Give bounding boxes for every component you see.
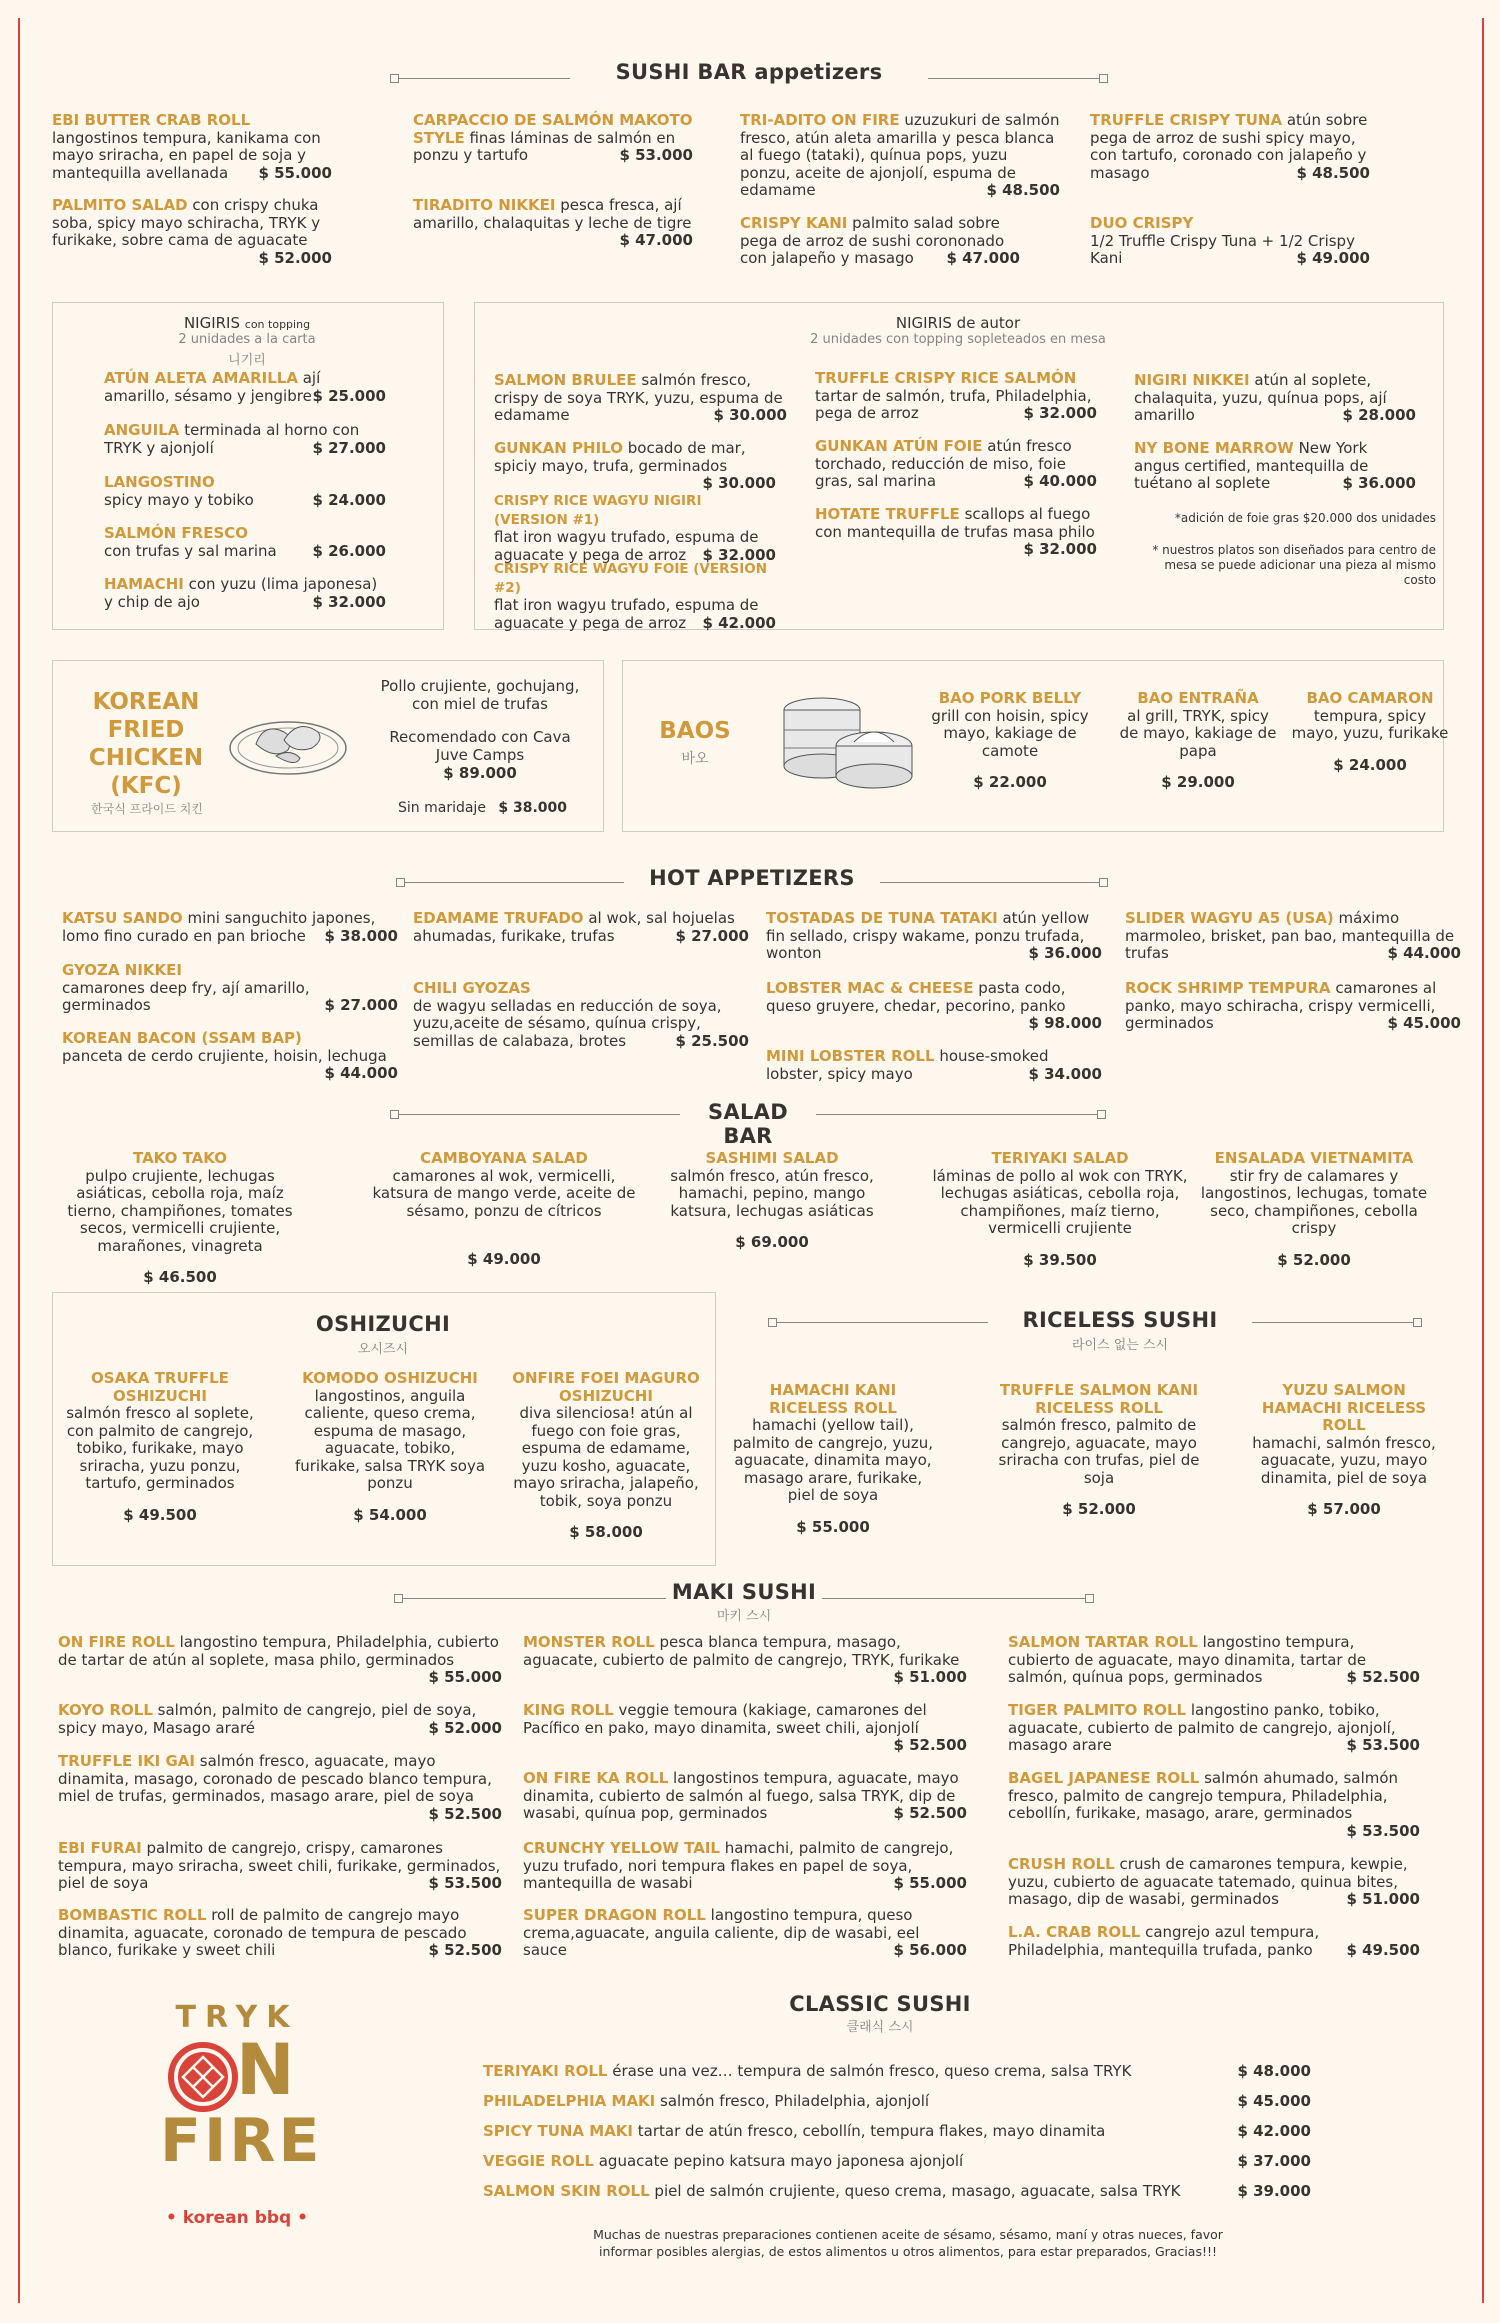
menu-item: EDAMAME TRUFADO al wok, sal hojuelas ahumadas, furikake, trufas $ 27.000 <box>413 909 749 945</box>
menu-item: TOSTADAS DE TUNA TATAKI atún yellow fin sellado, crispy wakame, ponzu trufada, wonton $ 36.000 <box>766 909 1102 962</box>
oshizuchi-item: ONFIRE FOEI MAGURO OSHIZUCHI diva silenciosa! atún al fuego con foie gras, espuma de edamame, yuzu kosho, aguacate, mayo sriracha, jalapeño, tobik, soya ponzu $ 58.000 <box>512 1369 700 1541</box>
menu-item: SALMÓN FRESCO con trufas y sal marina $ 26.000 <box>104 524 386 560</box>
kfc-korean: 한국식 프라이드 치킨 <box>91 802 203 816</box>
menu-item: CRUNCHY YELLOW TAIL hamachi, palmito de cangrejo, yuzu trufado, nori tempura flakes en papel de soya, mantequilla de wasabi $ 55.000 <box>523 1839 967 1892</box>
nigiris-korean: 니기리 <box>228 353 266 368</box>
section-title-salad: SALAD BAR <box>708 1100 788 1148</box>
menu-item: CRISPY KANI palmito salad sobre pega de arroz de sushi corononado con jalapeño y masago $ 47.000 <box>740 214 1020 267</box>
menu-item: ON FIRE ROLL langostino tempura, Philadelphia, cubierto de tartar de atún al soplete, masa philo, germinados $ 55.000 <box>58 1633 502 1686</box>
section-title-hot: HOT APPETIZERS <box>649 866 855 890</box>
menu-item: LOBSTER MAC & CHEESE pasta codo, queso gruyere, chedar, pecorino, panko $ 98.000 <box>766 979 1102 1032</box>
divider <box>392 78 570 79</box>
salad-item: TERIYAKI SALAD láminas de pollo al wok con TRYK, lechugas asiáticas, cebolla roja, champiñones, maíz tierno, vermicelli crujiente $ 39.500 <box>932 1149 1188 1269</box>
menu-item: NY BONE MARROW New York angus certified, mantequilla de tuétano al soplete $ 36.000 <box>1134 439 1416 492</box>
bao-item: BAO ENTRAÑA al grill, TRYK, spicy de mayo, kakiage de papa $ 29.000 <box>1119 689 1277 791</box>
allergy-note: Muchas de nuestras preparaciones contienen aceite de sésamo, sésamo, maní y otras nueces, favor informar posibles alergias, de estos alimentos u otros alimentos, para estar preparados, Gracias!!! <box>593 2227 1223 2259</box>
menu-item: KOREAN BACON (SSAM BAP) panceta de cerdo crujiente, hoisin, lechuga $ 44.000 <box>62 1029 398 1082</box>
menu-item: CHILI GYOZAS de wagyu selladas en reducción de soya, yuzu,aceite de sésamo, quínua crispy, semillas de calabaza, brotes $ 25.500 <box>413 979 749 1050</box>
foie-note: *adición de foie gras $20.000 dos unidades <box>1174 511 1436 525</box>
classic-item: VEGGIE ROLL aguacate pepino katsura mayo japonesa ajonjolí $ 37.000 <box>483 2152 1311 2170</box>
menu-item: CARPACCIO DE SALMÓN MAKOTO STYLE finas láminas de salmón en ponzu y tartufo $ 53.000 <box>413 111 693 164</box>
logo-top: TRYK <box>175 2000 299 2035</box>
riceless-korean: 라이스 없는 스시 <box>1071 1338 1169 1353</box>
oshizuchi-korean: 오시즈시 <box>357 1342 409 1357</box>
menu-item: ON FIRE KA ROLL langostinos tempura, aguacate, mayo dinamita, cubierto de salmón al fuego, salsa TRYK, dip de wasabi, quínua pop, germinados $ 52.500 <box>523 1769 967 1822</box>
menu-item: TRUFFLE CRISPY RICE SALMÓN tartar de salmón, trufa, Philadelphia, pega de arroz $ 32.000 <box>815 369 1097 422</box>
menu-item: SLIDER WAGYU A5 (USA) máximo marmoleo, brisket, pan bao, mantequilla de trufas $ 44.000 <box>1125 909 1461 962</box>
riceless-item: HAMACHI KANI RICELESS ROLL hamachi (yellow tail), palmito de cangrejo, yuzu, aguacate, dinamita mayo, masago arare, furikake, piel de soya $ 55.000 <box>733 1381 933 1536</box>
menu-item: TRUFFLE CRISPY TUNA atún sobre pega de arroz de sushi spicy mayo, con tartufo, coronado con jalapeño y masago $ 48.500 <box>1090 111 1370 182</box>
riceless-item: YUZU SALMON HAMACHI RICELESS ROLL hamachi, salmón fresco, aguacate, yuzu, mayo dinamita, piel de soya $ 57.000 <box>1252 1381 1436 1518</box>
nigiris-autor-title: NIGIRIS de autor <box>895 314 1021 332</box>
section-title-classic: CLASSIC SUSHI <box>789 1992 971 2016</box>
kfc-desc: Pollo crujiente, gochujang, con miel de trufas <box>380 677 580 713</box>
menu-item: TIGER PALMITO ROLL langostino panko, tobiko, aguacate, cubierto de palmito de cangrejo, ajonjolí, masago arare $ 53.500 <box>1008 1701 1420 1754</box>
menu-item: SALMON TARTAR ROLL langostino tempura, cubierto de aguacate, mayo dinamita, tartar de salmón, quínua pops, germinados $ 52.500 <box>1008 1633 1420 1686</box>
classic-item: SALMON SKIN ROLL piel de salmón crujiente, queso crema, masago, aguacate, salsa TRYK $ 39.000 <box>483 2182 1311 2200</box>
section-title-maki: MAKI SUSHI <box>671 1580 817 1604</box>
divider <box>396 1598 666 1599</box>
menu-item: PALMITO SALAD con crispy chuka soba, spicy mayo schiracha, TRYK y furikake, sobre cama de aguacate $ 52.000 <box>52 196 332 267</box>
menu-item: GYOZA NIKKEI camarones deep fry, ají amarillo, germinados $ 27.000 <box>62 961 398 1014</box>
divider <box>880 882 1106 883</box>
center-note: * nuestros platos son diseñados para centro de mesa se puede adicionar una pieza al mismo costo <box>1152 543 1436 587</box>
nigiris-autor-subtitle: 2 unidades con topping sopleteados en mesa <box>810 332 1106 347</box>
menu-item: EBI FURAI palmito de cangrejo, crispy, camarones tempura, mayo sriracha, sweet chili, furikake, germinados, piel de soya $ 53.500 <box>58 1839 502 1892</box>
menu-item: SALMON BRULEE salmón fresco, crispy de soya TRYK, yuzu, espuma de edamame $ 30.000 <box>494 371 787 424</box>
kfc-price: $ 89.000 <box>443 764 517 782</box>
menu-item: CRISPY RICE WAGYU FOIE (VERSION #2) flat iron wagyu trufado, espuma de aguacate y pega de arroz $ 42.000 <box>494 561 776 632</box>
divider <box>398 882 624 883</box>
classic-item: PHILADELPHIA MAKI salmón fresco, Philadelphia, ajonjolí $ 45.000 <box>483 2092 1311 2110</box>
salad-item: CAMBOYANA SALAD camarones al wok, vermicelli, katsura de mango verde, aceite de sésamo, ponzu de cítricos $ 49.000 <box>372 1149 636 1268</box>
fried-chicken-icon <box>226 700 350 780</box>
classic-korean: 클래식 스시 <box>846 2020 914 2035</box>
divider <box>816 1114 1104 1115</box>
salad-item: SASHIMI SALAD salmón fresco, atún fresco, hamachi, pepino, mango katsura, lechugas asiáticas $ 69.000 <box>670 1149 874 1251</box>
maki-korean: 마키 스시 <box>716 1609 772 1624</box>
logo-bottom: • korean bbq • <box>165 2208 309 2228</box>
divider <box>1252 1322 1420 1323</box>
section-title-riceless: RICELESS SUSHI <box>1022 1308 1218 1332</box>
bao-item: BAO PORK BELLY grill con hoisin, spicy mayo, kakiage de camote $ 22.000 <box>931 689 1089 791</box>
menu-item: ATÚN ALETA AMARILLA ají amarillo, sésamo y jengibre $ 25.000 <box>104 369 386 405</box>
baos-korean: 바오 <box>681 751 709 767</box>
divider <box>770 1322 988 1323</box>
bao-item: BAO CAMARON tempura, spicy mayo, yuzu, furikake $ 24.000 <box>1291 689 1449 774</box>
menu-item: TIRADITO NIKKEI pesca fresca, ají amarillo, chalaquitas y leche de tigre $ 47.000 <box>413 196 693 249</box>
menu-item: EBI BUTTER CRAB ROLL langostinos tempura, kanikama con mayo sriracha, en papel de soja y mantequilla avellanada $ 55.000 <box>52 111 332 182</box>
menu-item: LANGOSTINO spicy mayo y tobiko $ 24.000 <box>104 473 386 509</box>
menu-item: ROCK SHRIMP TEMPURA camarones al panko, mayo schiracha, crispy vermicelli, germinados $ 45.000 <box>1125 979 1461 1032</box>
menu-item: DUO CRISPY 1/2 Truffle Crispy Tuna + 1/2 Crispy Kani $ 49.000 <box>1090 214 1370 267</box>
menu-item: TRUFFLE IKI GAI salmón fresco, aguacate, mayo dinamita, masago, coronado de pescado blanco tempura, miel de trufas, germinados, masago arare, piel de soya $ 52.500 <box>58 1752 502 1823</box>
menu-item: CRISPY RICE WAGYU NIGIRI (VERSION #1) flat iron wagyu trufado, espuma de aguacate y pega de arroz $ 32.000 <box>494 493 776 564</box>
kfc-recommendation: Recomendado con Cava Juve Camps <box>389 728 571 764</box>
menu-item: KING ROLL veggie temoura (kakiage, camarones del Pacífico en pako, mayo dinamita, sweet chili, ajonjolí $ 52.500 <box>523 1701 967 1754</box>
kfc-sin-maridaje: Sin maridaje $ 38.000 <box>398 800 568 816</box>
nigiris-subtitle: 2 unidades a la carta <box>178 332 316 347</box>
bamboo-steamer-icon <box>778 690 916 796</box>
logo-lattice-icon <box>168 2042 238 2112</box>
menu-item: MINI LOBSTER ROLL house-smoked lobster, spicy mayo $ 34.000 <box>766 1047 1102 1083</box>
menu-item: HAMACHI con yuzu (lima japonesa) y chip de ajo $ 32.000 <box>104 575 386 611</box>
section-title-sushi-bar: SUSHI BAR appetizers <box>615 60 883 84</box>
logo-fire: FIRE <box>160 2106 323 2176</box>
menu-item: CRUSH ROLL crush de camarones tempura, kewpie, yuzu, cubierto de aguacate tatemado, quinua bites, masago, dip de wasabi, germinados $ 51.000 <box>1008 1855 1420 1908</box>
riceless-item: TRUFFLE SALMON KANI RICELESS ROLL salmón fresco, palmito de cangrejo, aguacate, mayo sriracha con trufas, piel de soja $ 52.000 <box>998 1381 1200 1518</box>
menu-item: NIGIRI NIKKEI atún al soplete, chalaquita, yuzu, quínua pops, ají amarillo $ 28.000 <box>1134 371 1416 424</box>
kfc-title: KOREAN FRIED CHICKEN (KFC) <box>88 689 204 799</box>
classic-item: SPICY TUNA MAKI tartar de atún fresco, cebollín, tempura flakes, mayo dinamita $ 42.000 <box>483 2122 1311 2140</box>
menu-item: ANGUILA terminada al horno con TRYK y ajonjolí $ 27.000 <box>104 421 386 457</box>
baos-title: BAOS <box>659 718 731 744</box>
menu-item: HOTATE TRUFFLE scallops al fuego con mantequilla de trufas masa philo $ 32.000 <box>815 505 1097 558</box>
oshizuchi-item: OSAKA TRUFFLE OSHIZUCHI salmón fresco al soplete, con palmito de cangrejo, tobiko, furikake, mayo sriracha, yuzu ponzu, tartufo, germinados $ 49.500 <box>66 1369 254 1524</box>
menu-item: SUPER DRAGON ROLL langostino tempura, queso crema,aguacate, anguila caliente, dip de wasabi, eel sauce $ 56.000 <box>523 1906 967 1959</box>
nigiris-title: NIGIRIS con topping <box>183 314 311 332</box>
menu-item: BOMBASTIC ROLL roll de palmito de cangrejo mayo dinamita, aguacate, coronado de tempura de pescado blanco, furikake y sweet chili $ 52.500 <box>58 1906 502 1959</box>
oshizuchi-item: KOMODO OSHIZUCHI langostinos, anguila caliente, queso crema, espuma de masago, aguacate, tobiko, furikake, salsa TRYK soya ponzu $ 54.000 <box>294 1369 486 1524</box>
divider <box>822 1598 1092 1599</box>
menu-item: GUNKAN ATÚN FOIE atún fresco torchado, reducción de miso, foie gras, sal marina $ 40.000 <box>815 437 1097 490</box>
classic-item: TERIYAKI ROLL érase una vez… tempura de salmón fresco, queso crema, salsa TRYK $ 48.000 <box>483 2062 1311 2080</box>
menu-item: BAGEL JAPANESE ROLL salmón ahumado, salmón fresco, palmito de cangrejo tempura, Philadelphia, cebollín, furikake, masago, arare, germinados $ 53.500 <box>1008 1769 1420 1840</box>
menu-item: MONSTER ROLL pesca blanca tempura, masago, aguacate, cubierto de palmito de cangrejo, TRYK, furikake $ 51.000 <box>523 1633 967 1686</box>
salad-item: TAKO TAKO pulpo crujiente, lechugas asiáticas, cebolla roja, maíz tierno, champiñones, tomates secos, vermicelli crujiente, marañones, vinagreta $ 46.500 <box>67 1149 293 1286</box>
salad-item: ENSALADA VIETNAMITA stir fry de calamares y langostinos, lechugas, tomate seco, champiñones, cebolla crispy $ 52.000 <box>1200 1149 1428 1269</box>
menu-item: L.A. CRAB ROLL cangrejo azul tempura, Philadelphia, mantequilla trufada, panko $ 49.500 <box>1008 1923 1420 1959</box>
divider <box>392 1114 680 1115</box>
menu-item: KOYO ROLL salmón, palmito de cangrejo, piel de soya, spicy mayo, Masago araré $ 52.000 <box>58 1701 502 1737</box>
menu-item: GUNKAN PHILO bocado de mar, spiciy mayo, trufa, germinados $ 30.000 <box>494 439 776 492</box>
logo-n: N <box>236 2029 295 2111</box>
menu-item: KATSU SANDO mini sanguchito japones, lomo fino curado en pan brioche $ 38.000 <box>62 909 398 945</box>
section-title-oshizuchi: OSHIZUCHI <box>315 1312 451 1336</box>
divider <box>928 78 1106 79</box>
menu-item: TRI-ADITO ON FIRE uzuzukuri de salmón fresco, atún aleta amarilla y pesca blanca al fuego (tataki), quínua pops, yuzu ponzu, aceite de ajonjolí, espuma de edamame $ 48.500 <box>740 111 1060 199</box>
